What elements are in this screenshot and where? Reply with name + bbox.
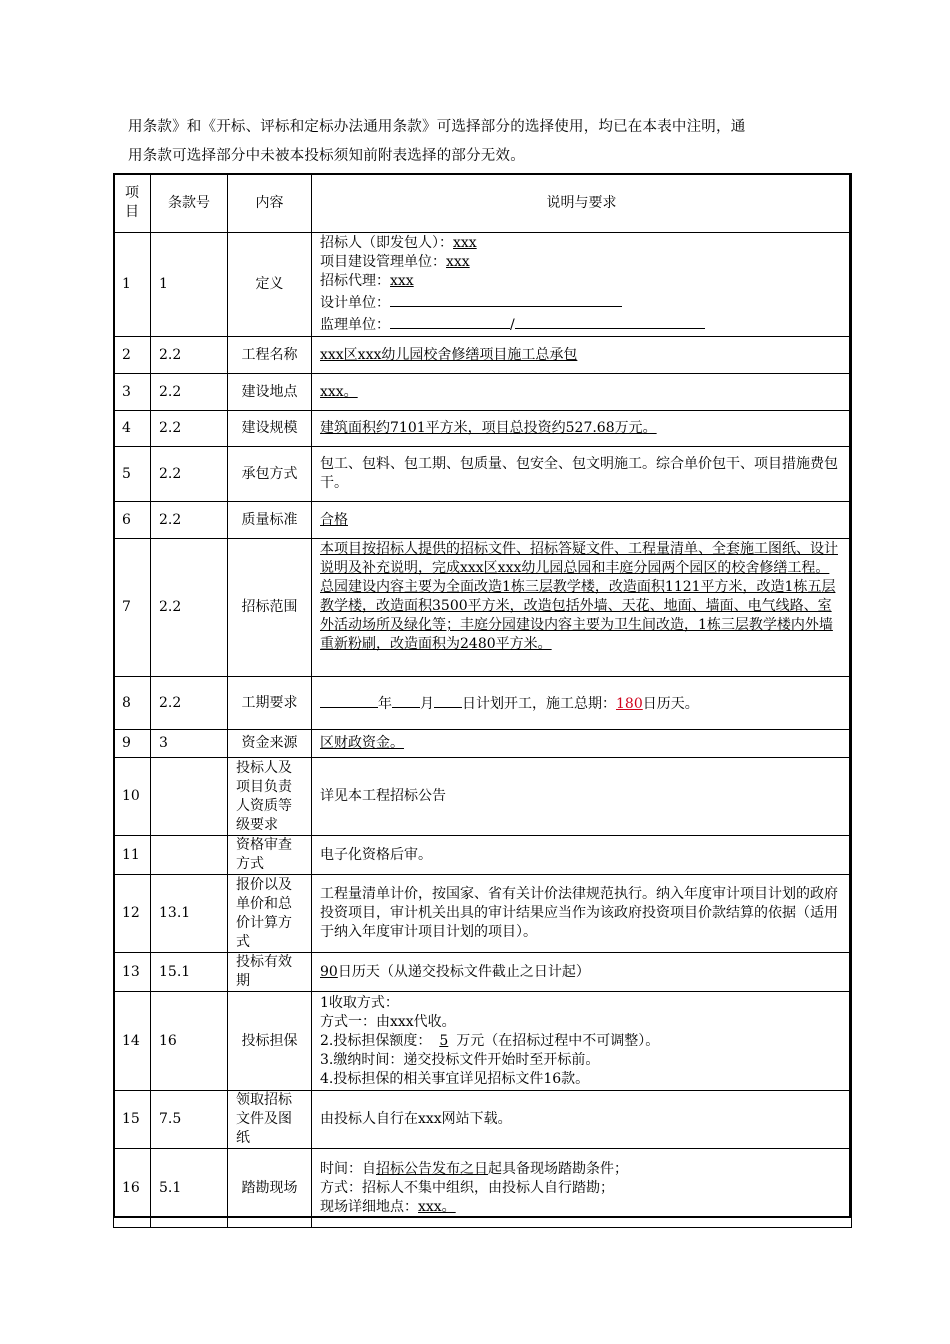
table-row [114, 730, 852, 758]
row-clause: 13.1 [151, 875, 228, 953]
table-row [114, 758, 852, 836]
row-desc [312, 233, 852, 337]
row-clause: 1 [151, 233, 228, 337]
row-no: 5 [114, 447, 151, 502]
agent-value: xxx [390, 273, 414, 289]
month-blank [392, 692, 420, 708]
header-no: 项目 [114, 174, 151, 233]
row-clause: 15.1 [151, 953, 228, 992]
row-desc: 工程量清单计价，按国家、省有关计价法律规范执行。纳入年度审计项目计划的政府投资项目，审计机关出具的审计结果应当作为该政府投资项目价款结算的依据（适用于纳入年度审计项目计划的项目）。 [312, 875, 852, 953]
header-desc: 说明与要求 [312, 174, 852, 233]
guarantee-line-2: 方式一：由xxx代收。 [320, 1013, 456, 1030]
guarantee-amount: 5 [439, 1032, 449, 1049]
intro-paragraph [128, 113, 848, 171]
row-no: 16 [114, 1149, 151, 1228]
row-desc [312, 502, 852, 539]
row-item: 招标范围 [228, 539, 312, 677]
manager-value: xxx [446, 254, 470, 270]
row-no: 7 [114, 539, 151, 677]
row-desc: 由投标人自行在xxx网站下载。 [312, 1091, 852, 1149]
visit-time-label: 时间：自 [320, 1160, 376, 1177]
row-no: 13 [114, 953, 151, 992]
validity-text: 日历天（从递交投标文件截止之日计起） [337, 963, 590, 980]
row-desc [312, 539, 852, 677]
row-desc [312, 1149, 852, 1228]
row-item: 资金来源 [228, 730, 312, 758]
guarantee-line-1: 1收取方式： [320, 994, 399, 1011]
manager-label: 项目建设管理单位： [320, 254, 446, 270]
site-location: xxx。 [320, 383, 358, 400]
row-item: 定义 [228, 233, 312, 337]
duration-unit: 日历天。 [642, 696, 699, 712]
row-no: 14 [114, 992, 151, 1091]
row-item: 建设地点 [228, 374, 312, 411]
supervisor-separator: / [510, 317, 515, 333]
designer-label: 设计单位： [320, 295, 390, 311]
project-name: xxx区xxx幼儿园校舍修缮项目施工总承包 [320, 346, 578, 363]
table-row [114, 875, 852, 953]
row-desc [312, 374, 852, 411]
table-row [114, 233, 852, 337]
row-clause: 2.2 [151, 502, 228, 539]
row-desc [312, 677, 852, 730]
funding-source: 区财政资金。 [320, 735, 404, 751]
visit-location-label: 现场详细地点： [320, 1198, 418, 1215]
row-clause: 2.2 [151, 374, 228, 411]
row-no: 11 [114, 836, 151, 875]
designer-blank [390, 291, 622, 307]
table-row [114, 337, 852, 374]
agent-label: 招标代理： [320, 273, 390, 289]
row-no: 10 [114, 758, 151, 836]
row-no: 2 [114, 337, 151, 374]
row-item: 投标担保 [228, 992, 312, 1091]
row-no: 8 [114, 677, 151, 730]
row-clause: 2.2 [151, 447, 228, 502]
row-desc [312, 953, 852, 992]
row-clause: 3 [151, 730, 228, 758]
guarantee-amount-label: 2.投标担保额度： [320, 1032, 432, 1049]
duration-days: 180 [616, 696, 643, 712]
table-row [114, 411, 852, 447]
row-desc [312, 992, 852, 1091]
guarantee-amount-unit: 万元（在招标过程中不可调整）。 [456, 1032, 660, 1049]
visit-time-value: 招标公告发布之日 [376, 1160, 488, 1177]
row-desc: 电子化资格后审。 [312, 836, 852, 875]
month-label: 月 [420, 696, 434, 712]
row-no: 9 [114, 730, 151, 758]
header-item: 内容 [228, 174, 312, 233]
guarantee-line-5: 4.投标担保的相关事宜详见招标文件16款。 [320, 1070, 590, 1087]
row-no: 3 [114, 374, 151, 411]
row-desc [312, 337, 852, 374]
row-no: 12 [114, 875, 151, 953]
tender-notice-table [113, 173, 852, 1228]
row-clause [151, 836, 228, 875]
supervisor-label: 监理单位： [320, 317, 390, 333]
row-item: 工期要求 [228, 677, 312, 730]
row-desc: 包工、包料、包工期、包质量、包安全、包文明施工。综合单价包干、项目措施费包干。 [312, 447, 852, 502]
intro-line-1: 用条款》和《开标、评标和定标办法通用条款》可选择部分的选择使用，均已在本表中注明，通 [128, 119, 746, 135]
supervisor-blank-right [515, 313, 705, 329]
visit-time [320, 1160, 843, 1179]
supervisor-blank-left [390, 313, 510, 329]
visit-location [320, 1198, 843, 1217]
tenderer-label: 招标人（即发包人）： [320, 235, 453, 251]
visit-method: 方式：招标人不集中组织，由投标人自行踏勘； [320, 1179, 614, 1196]
tender-scope: 本项目按招标人提供的招标文件、招标答疑文件、工程量清单、全套施工图纸、设计说明及补充说明，完成xxx区xxx幼儿园总园和丰庭分园两个园区的校舍修缮工程。总园建设内容主要为全面改造1栋三层教学楼，改造面积1121平方米，改造1栋五层教学楼，改造面积3500平方米，改造包括外墙、天花、地面、墙面、电气线路、室外活动场所及绿化等；丰庭分园建设内容主要为卫生间改造，1栋三层教学楼内外墙重新粉刷，改造面积为2480平方米。 [320, 541, 838, 652]
row-clause: 16 [151, 992, 228, 1091]
visit-time-rest: 起具备现场踏勘条件； [488, 1160, 628, 1177]
visit-location-value: xxx。 [418, 1198, 456, 1215]
row-clause [151, 758, 228, 836]
row-no: 4 [114, 411, 151, 447]
guarantee-line-3 [320, 1032, 843, 1051]
start-text: 日计划开工，施工总期： [462, 696, 616, 712]
row-item: 投标人及项目负责人资质等级要求 [228, 758, 312, 836]
table-header-row [114, 174, 852, 233]
row-item: 领取招标文件及图纸 [228, 1091, 312, 1149]
table-row [114, 539, 852, 677]
table-row [114, 1091, 852, 1149]
row-desc: 详见本工程招标公告 [312, 758, 852, 836]
table-row [114, 374, 852, 411]
construction-scale: 建筑面积约7101平方米，项目总投资约527.68万元。 [320, 420, 657, 436]
year-blank [320, 692, 378, 708]
table-row [114, 992, 852, 1091]
row-desc [312, 730, 852, 758]
row-item: 建设规模 [228, 411, 312, 447]
row-item: 报价以及单价和总价计算方式 [228, 875, 312, 953]
row-desc [312, 411, 852, 447]
row-clause: 2.2 [151, 411, 228, 447]
row-item: 投标有效期 [228, 953, 312, 992]
table-row [114, 447, 852, 502]
validity-days: 90 [320, 963, 338, 980]
row-clause: 2.2 [151, 337, 228, 374]
table-row [114, 1149, 852, 1228]
day-blank [434, 692, 462, 708]
tenderer-value: xxx [453, 235, 477, 251]
row-item: 质量标准 [228, 502, 312, 539]
row-item: 承包方式 [228, 447, 312, 502]
table-row [114, 953, 852, 992]
table-row [114, 836, 852, 875]
row-clause: 2.2 [151, 677, 228, 730]
table-row [114, 502, 852, 539]
guarantee-line-4: 3.缴纳时间：递交投标文件开始时至开标前。 [320, 1051, 600, 1068]
intro-line-2: 用条款可选择部分中未被本投标须知前附表选择的部分无效。 [128, 148, 525, 164]
header-clause: 条款号 [151, 174, 228, 233]
row-item: 踏勘现场 [228, 1149, 312, 1228]
row-item: 资格审查方式 [228, 836, 312, 875]
row-no: 15 [114, 1091, 151, 1149]
row-no: 1 [114, 233, 151, 337]
year-label: 年 [378, 696, 392, 712]
quality-standard: 合格 [320, 511, 348, 528]
row-clause: 2.2 [151, 539, 228, 677]
table-row [114, 677, 852, 730]
row-no: 6 [114, 502, 151, 539]
row-item: 工程名称 [228, 337, 312, 374]
row-clause: 7.5 [151, 1091, 228, 1149]
row-clause: 5.1 [151, 1149, 228, 1228]
